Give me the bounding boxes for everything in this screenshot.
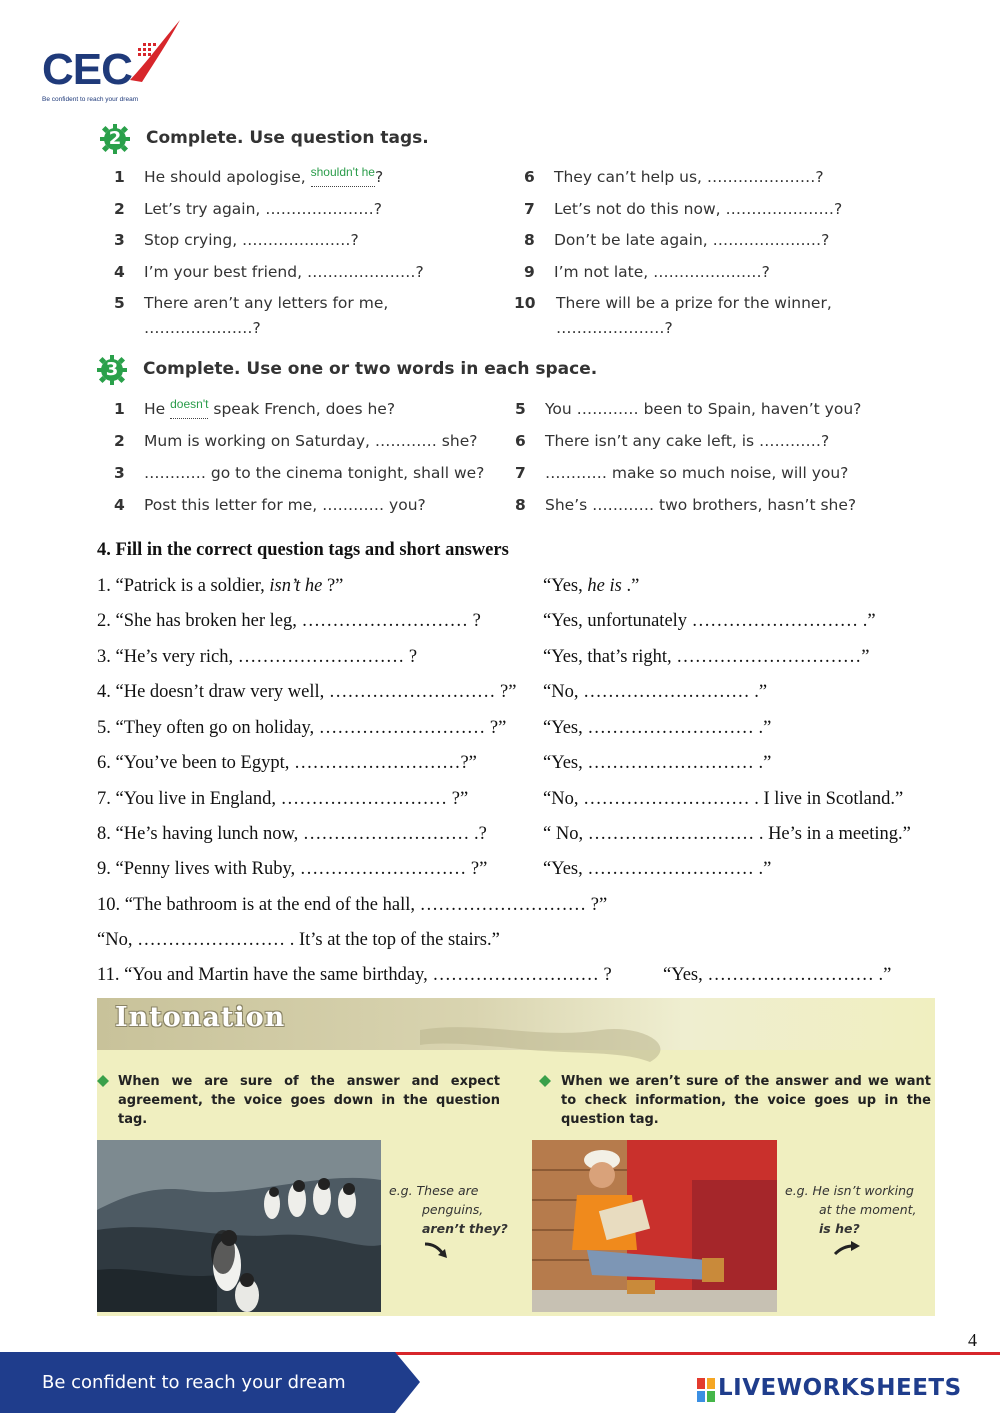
item-number: 10 (514, 294, 536, 312)
item-text: He (144, 400, 171, 418)
s4-answer-6: “Yes, ……………………… .” (543, 753, 772, 773)
page-number: 4 (968, 1330, 977, 1350)
exercise3-heading: Complete. Use one or two words in each space. (143, 359, 598, 379)
s4-question-8: 8. “He’s having lunch now, ……………………… .? (97, 824, 487, 844)
exercise2-badge (100, 124, 130, 158)
answer-text-end: .” (621, 576, 640, 596)
left-example-line1: e.g. These are (389, 1183, 479, 1198)
item-number: 2 (114, 200, 125, 218)
question-text: 1. “Patrick is a soldier, (97, 576, 270, 596)
exercise3-number: 3 (105, 359, 119, 380)
item-text: Let’s not do this now, …………………? (554, 200, 843, 218)
item-number: 2 (114, 432, 125, 450)
answer-example: shouldn't he (310, 165, 375, 179)
s4-answer-2: “Yes, unfortunately ……………………… .” (543, 611, 876, 631)
item-number: 8 (515, 496, 526, 514)
item-tail: speak French, does he? (208, 400, 396, 418)
item-text: She’s ………… two brothers, hasn’t she? (545, 496, 857, 514)
item-text: I’m your best friend, …………………? (144, 263, 424, 281)
ex3-item-3 (114, 464, 484, 482)
s4-question-2: 2. “She has broken her leg, ……………………… ? (97, 611, 481, 631)
s4-question-9: 9. “Penny lives with Ruby, ……………………… ?” (97, 859, 488, 879)
ex2-item-8 (524, 231, 829, 249)
penguins-photo (97, 1140, 381, 1312)
ex2-item-10 (514, 294, 832, 312)
worker-photo (532, 1140, 777, 1312)
s4-answer-9: “Yes, ……………………… .” (543, 859, 772, 879)
question-text-end: ?” (322, 576, 344, 596)
item-text: ………… go to the cinema tonight, shall we? (144, 464, 485, 482)
rising-arrow-icon (833, 1238, 861, 1258)
item-text: There isn’t any cake left, is …………? (545, 432, 830, 450)
item-number: 4 (114, 496, 125, 514)
ex3-item-2 (114, 432, 477, 450)
s4-answer-3: “Yes, that’s right, …………………………” (543, 647, 870, 667)
item-number: 1 (114, 400, 125, 418)
ex2-item-6 (524, 168, 824, 186)
item-text: Stop crying, …………………? (144, 231, 359, 249)
s4-question-6: 6. “You’ve been to Egypt, ………………………?” (97, 753, 477, 773)
item-text: There will be a prize for the winner, (556, 294, 832, 312)
ex3-item-5 (515, 400, 861, 418)
item-number: 8 (524, 231, 535, 249)
item-number: 3 (114, 464, 125, 482)
intonation-right-bullet: When we aren’t sure of the answer and we want to check information, the voice goes up in the question tag. (561, 1074, 931, 1127)
intonation-title: Intonation (115, 1002, 286, 1033)
item-number: 1 (114, 168, 125, 186)
question-tag-example: isn’t he (269, 576, 323, 596)
exercise2-heading: Complete. Use question tags. (146, 128, 429, 148)
s4-answer-5: “Yes, ……………………… .” (543, 718, 772, 738)
right-example-line1: e.g. He isn’t working (785, 1183, 914, 1198)
item-number: 6 (524, 168, 535, 186)
ex2-item-7 (524, 200, 842, 218)
s4-question-4: 4. “He doesn’t draw very well, ……………………… ?” (97, 682, 517, 702)
s4-question-11: 11. “You and Martin have the same birthday, ……………………… ? (97, 965, 612, 985)
item-text: Don’t be late again, …………………? (554, 231, 830, 249)
ex3-item-7 (515, 464, 848, 482)
ex2-item-1 (114, 165, 384, 186)
answer-example: doesn't (170, 397, 209, 411)
section4-title: 4. Fill in the correct question tags and short answers (97, 540, 509, 560)
exercise3-badge (97, 355, 127, 389)
item-number: 6 (515, 432, 526, 450)
ex2-item-10-blank: …………………? (556, 319, 673, 337)
ex2-item-5-blank: …………………? (144, 319, 261, 337)
s4-answer-4: “No, ……………………… .” (543, 682, 768, 702)
falling-arrow-icon (423, 1240, 451, 1260)
item-text: Post this letter for me, ………… you? (144, 496, 426, 514)
ex2-item-9 (524, 263, 770, 281)
item-text: I’m not late, …………………? (554, 263, 770, 281)
ex3-item-6 (515, 432, 829, 450)
item-text: Let’s try again, …………………? (144, 200, 383, 218)
item-number: 7 (524, 200, 535, 218)
s4-question-5: 5. “They often go on holiday, ……………………… ?” (97, 718, 507, 738)
s4-question-3: 3. “He’s very rich, ……………………… ? (97, 647, 418, 667)
logo-swoosh-icon (128, 18, 183, 88)
ex3-item-8 (515, 496, 856, 514)
s4-answer-1 (543, 576, 639, 597)
right-example-tag: is he? (819, 1221, 860, 1236)
item-tail: ? (374, 168, 384, 186)
cec-logo: CEC (42, 45, 132, 94)
item-number: 5 (114, 294, 125, 312)
s4-answer-10: “No, …………………… . It’s at the top of the stairs.” (97, 930, 500, 950)
s4-question-10: 10. “The bathroom is at the end of the hall, ……………………… ?” (97, 895, 608, 915)
ex2-item-5 (114, 294, 388, 312)
liveworksheets-brand[interactable]: LIVEWORKSHEETS (718, 1375, 962, 1401)
left-example-tag: aren’t they? (422, 1221, 508, 1236)
left-example-line2: penguins, (422, 1202, 484, 1217)
diamond-bullet-icon (539, 1075, 551, 1087)
item-text: He should apologise, (144, 168, 311, 186)
footer-slogan: Be confident to reach your dream (42, 1372, 346, 1393)
s4-answer-11: “Yes, ……………………… .” (663, 965, 892, 985)
item-number: 7 (515, 464, 526, 482)
item-number: 5 (515, 400, 526, 418)
intonation-left-bullet: When we are sure of the answer and expect agreement, the voice goes down in the question tag. (118, 1074, 500, 1127)
s4-question-1 (97, 576, 343, 597)
ex2-item-3 (114, 231, 359, 249)
s4-answer-8: “ No, ……………………… . He’s in a meeting.” (543, 824, 911, 844)
left-example-line3 (422, 1219, 508, 1238)
item-text: There aren’t any letters for me, (144, 294, 389, 312)
ex3-item-4 (114, 496, 426, 514)
logo-tagline: Be confident to reach your dream (42, 96, 139, 103)
liveworksheets-logo-icon (697, 1378, 715, 1402)
item-text: ………… make so much noise, will you? (545, 464, 849, 482)
short-answer-example: he is (587, 576, 622, 596)
right-example-line2: at the moment, (819, 1202, 917, 1217)
brush-stroke-icon (420, 1000, 720, 1070)
ex3-item-1 (114, 397, 396, 418)
answer-text: “Yes, (543, 576, 588, 596)
item-number: 9 (524, 263, 535, 281)
item-number: 3 (114, 231, 125, 249)
item-number: 4 (114, 263, 125, 281)
right-example-line3 (819, 1219, 860, 1238)
item-text: Mum is working on Saturday, ………… she? (144, 432, 478, 450)
item-text: They can’t help us, …………………? (554, 168, 824, 186)
s4-question-7: 7. “You live in England, ……………………… ?” (97, 789, 469, 809)
item-text: You ………… been to Spain, haven’t you? (545, 400, 862, 418)
ex2-item-2 (114, 200, 382, 218)
diamond-bullet-icon (97, 1075, 109, 1087)
ex2-item-4 (114, 263, 424, 281)
s4-answer-7: “No, ……………………… . I live in Scotland.” (543, 789, 904, 809)
exercise2-number: 2 (108, 128, 122, 149)
